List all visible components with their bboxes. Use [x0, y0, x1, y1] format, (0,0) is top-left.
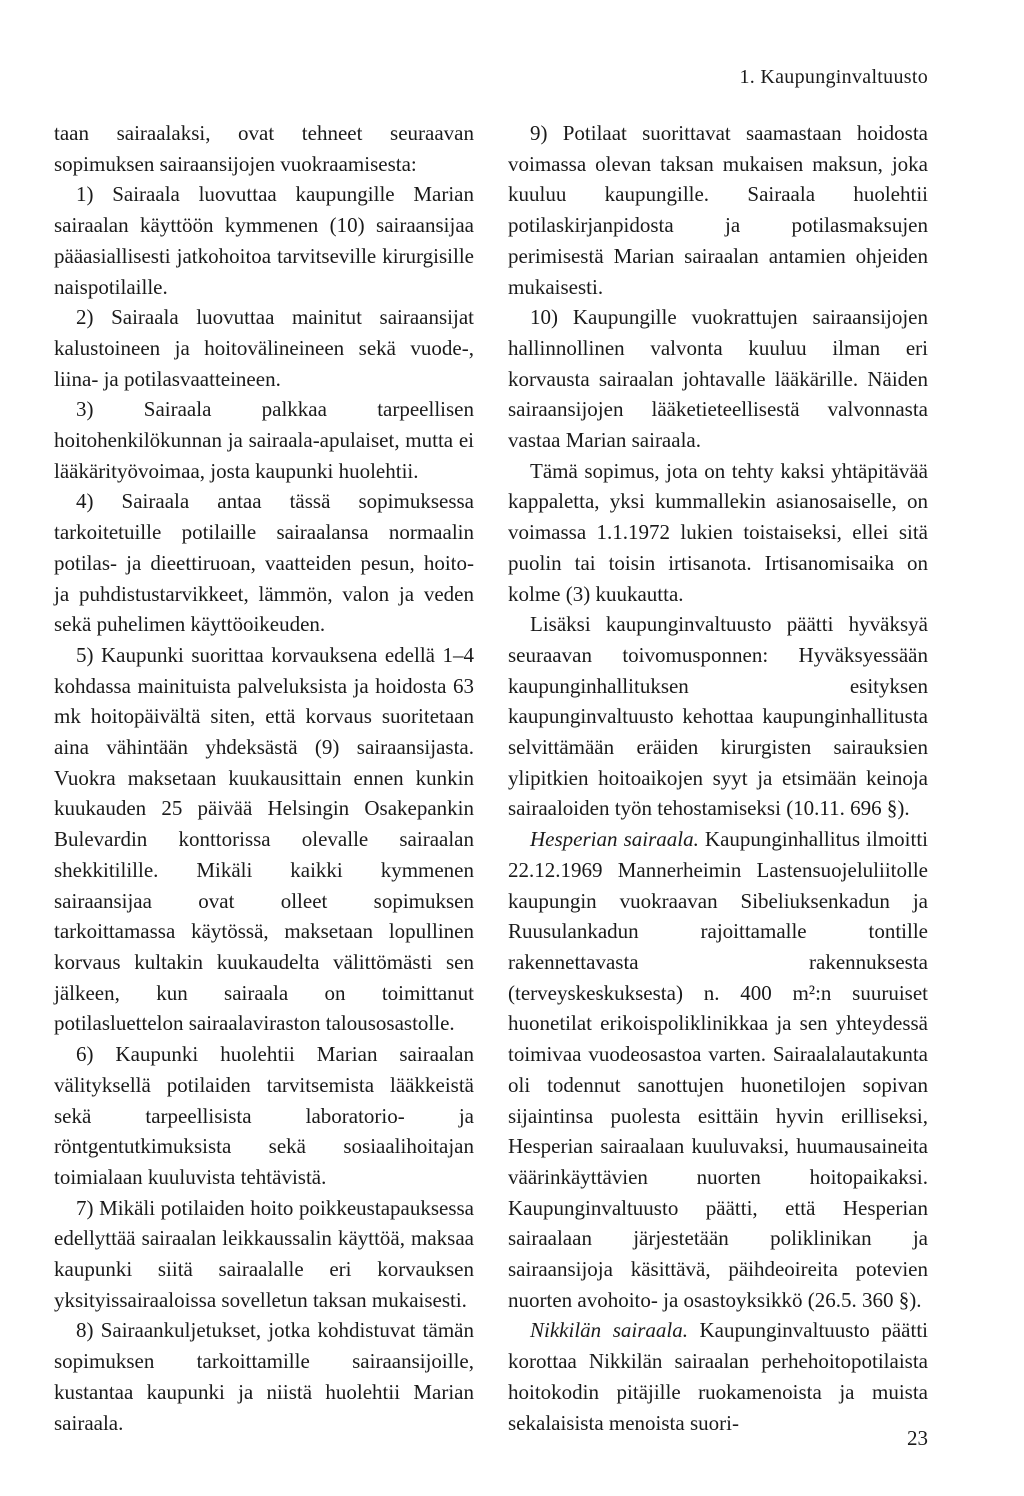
paragraph-item-3: 3) Sairaala palkkaa tarpeellisen hoitohenkilökunnan ja sairaala-apulaiset, mutta ei lääkärityövoimaa, josta kaupunki huolehtii. [54, 397, 474, 483]
paragraph-item-7: 7) Mikäli potilaiden hoito poikkeustapauksessa edellyttää sairaalan leikkaussalin käyttöä, maksaa kaupunki siitä sairaalalle eri korvauksen yksityissairaaloissa sovelletun taksan mukaisesti. [54, 1195, 474, 1312]
left-column [54, 118, 474, 1438]
hesperia-text: Kaupunginhallitus ilmoitti 22.12.1969 Mannerheimin Lastensuojeluliitolle kaupungin vuokraavan Sibeliuksenkadun ja Ruusulankadun rajoittamalle tontille rakennettavasta rakennuksesta (terveyskeskuksesta) n. 400 m²:n suuruiset huonetilat erikoispoliklinikkaa ja sen yhteydessä toimivaa vuodeosastoa varten. Sairaalalautakunta oli todennut sanottujen huonetilojen sopivan sijaintinsa puolesta esittäin hyvin erilliseksi, Hesperian sairaalaan kuuluvaksi, huumausaineita väärinkäyttävien nuorten hoitopaikaksi. Kaupunginvaltuusto päätti, että Hesperian sairaalaan järjestetään poliklinikan ja sairaansijoja käsittävä, päihdeoireita potevien nuorten avohoito- ja osastoyksikkö (26.5. 360 §). [508, 827, 929, 1312]
paragraph-intro: taan sairaalaksi, ovat tehneet seuraavan sopimuksen sairaansijojen vuokraamisesta: [54, 121, 474, 176]
paragraph-motion: Lisäksi kaupunginvaltuusto päätti hyväksyä seuraavan toivomusponnen: Hyväksyessään kaupunginhallituksen esityksen kaupunginvaltuusto kehottaa kaupunginhallitusta selvittämään eräiden kirurgisten sairauksien ylipitkien hoitoaikojen syyt ja etsimään keinoja sairaaloiden työn tehostamiseksi (10.11. 696 §). [508, 612, 928, 821]
paragraph-item-8: 8) Sairaankuljetukset, jotka kohdistuvat tämän sopimuksen tarkoittamille sairaansijoille, kustantaa kaupunki ja niistä huolehtii Marian sairaala. [54, 1318, 474, 1435]
paragraph-item-9: 9) Potilaat suorittavat saamastaan hoidosta voimassa olevan taksan mukaisen maksun, joka kuuluu kaupungille. Sairaala huolehtii potilaskirjanpidosta ja potilasmaksujen perimisestä Marian sairaalan antamien ohjeiden mukaisesti. [508, 121, 928, 299]
paragraph-item-4: 4) Sairaala antaa tässä sopimuksessa tarkoitetuille potilaille sairaalansa normaalin potilas- ja dieettiruoan, vaatteiden pesun, hoito- ja puhdistustarvikkeet, lämmön, valon ja veden sekä puhelimen käyttöoikeuden. [54, 489, 474, 637]
paragraph-agreement: Tämä sopimus, jota on tehty kaksi yhtäpitävää kappaletta, yksi kummallekin asianosaiselle, on voimassa 1.1.1972 lukien toistaiseksi, ellei sitä puolin tai toisin irtisanota. Irtisanomisaika on kolme (3) kuukautta. [508, 458, 928, 606]
paragraph-item-5: 5) Kaupunki suorittaa korvauksena edellä 1–4 kohdassa mainituista palveluksista ja hoidosta 63 mk hoitopäivältä siten, että korvaus suoritetaan aina vähintään yhdeksästä (9) sairaansijasta. Vuokra maksetaan kuukausittain ennen kunkin kuukauden 25 päivää Helsingin Osakepankin Bulevardin konttorissa olevalle sairaalan shekkitilille. Mikäli kaikki kymmenen sairaansijaa ovat olleet sopimuksen tarkoittamassa käytössä, maksetaan lopullinen korvaus kultakin kuukaudelta välittömästi sen jälkeen, kun sairaala on toimittanut potilasluettelon sairaalaviraston talousosastolle. [54, 642, 474, 1036]
paragraph-item-2: 2) Sairaala luovuttaa mainitut sairaansijat kalustoineen ja hoitovälineineen sekä vuode-, liina- ja potilasvaatteineen. [54, 305, 474, 391]
running-head: 1. Kaupunginvaltuusto [739, 66, 928, 88]
paragraph-hesperia [508, 824, 928, 1315]
nikkila-heading: Nikkilän sairaala. [530, 1318, 688, 1343]
paragraph-item-6: 6) Kaupunki huolehtii Marian sairaalan välityksellä potilaiden tarvitsemista lääkkeistä sekä tarpeellisista laboratorio- ja röntgentutkimuksista sekä sosiaalihoitajan toimialaan kuuluvista tehtävistä. [54, 1042, 474, 1189]
nikkila-text: Kaupunginvaltuusto päätti korottaa Nikkilän sairaalan perhehoitopotilaista hoitokodin pitäjille ruokamenoista ja muista sekalaisista menoista suori- [508, 1318, 928, 1435]
hesperia-heading: Hesperian sairaala. [530, 827, 699, 852]
right-column [508, 118, 928, 1438]
paragraph-nikkila [508, 1315, 928, 1438]
paragraph-item-10: 10) Kaupungille vuokrattujen sairaansijojen hallinnollinen valvonta kuuluu ilman eri korvausta sairaalan johtavalle lääkärille. Näiden sairaansijojen lääketieteellisestä valvonnasta vastaa Marian sairaala. [508, 305, 928, 453]
paragraph-item-1: 1) Sairaala luovuttaa kaupungille Marian sairaalan käyttöön kymmenen (10) sairaansijaa pääasiallisesti jatkohoitoa tarvitseville kirurgisille naispotilaille. [54, 182, 474, 299]
page-number: 23 [907, 1426, 928, 1450]
